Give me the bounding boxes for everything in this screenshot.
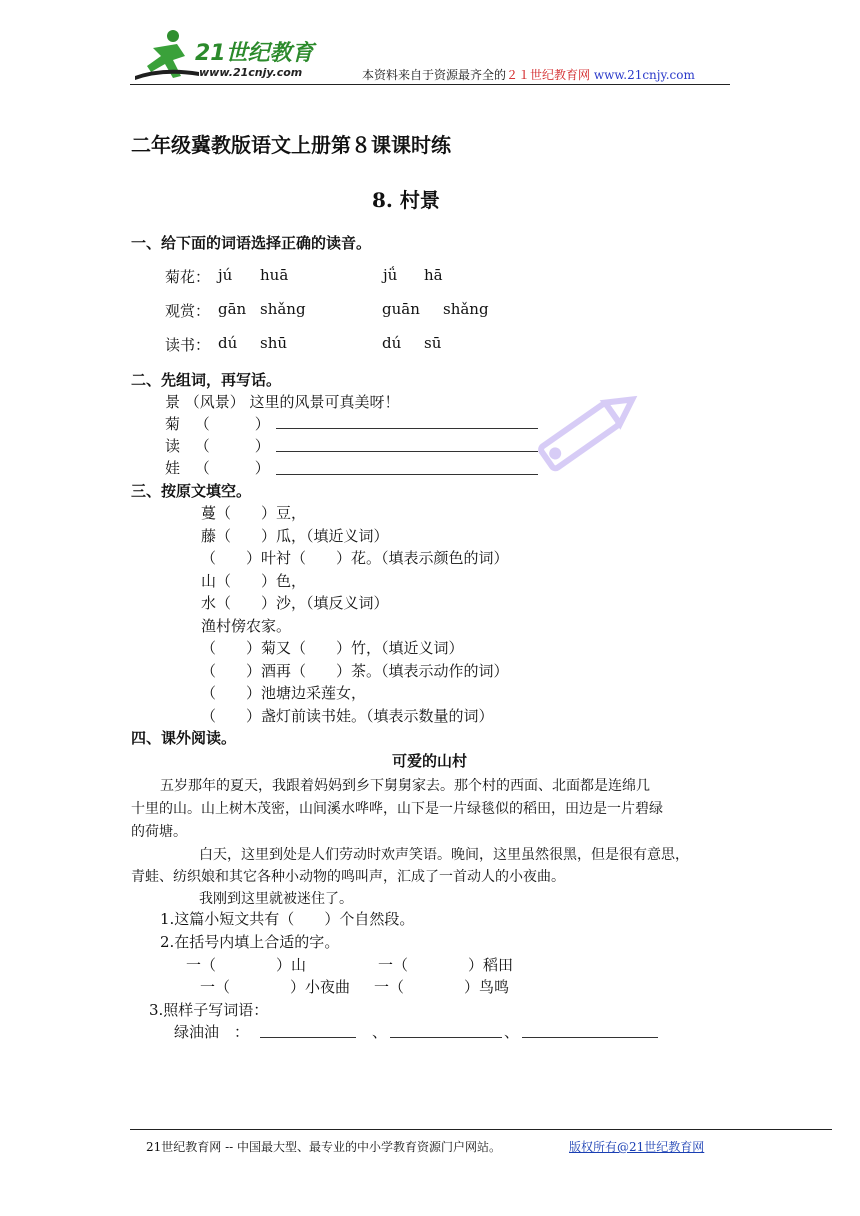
s1-opt[interactable]: huā (260, 266, 289, 284)
logo (133, 26, 333, 84)
s3-line: （ ）酒再（ ）茶。（填表示动作的词） (201, 662, 509, 680)
s3-line: （ ）菊又（ ）竹，（填近义词） (201, 639, 464, 657)
s1-row-3 (165, 334, 210, 355)
s2-paren[interactable]: （ ） (194, 437, 270, 455)
s2-char: 读 (165, 437, 181, 455)
q2-blank[interactable]: 一（ ）鸟鸣 (374, 978, 510, 996)
passage-line: 白天，这里到处是人们劳动时欢声笑语。晚间，这里虽然很黑，但是很有意思， (199, 847, 689, 863)
doc-title: 二年级冀教版语文上册第８课课时练 (131, 133, 451, 157)
s2-answer-line[interactable] (276, 474, 538, 475)
logo-url: www.21cnjy.com (199, 66, 303, 79)
footer-left: 21世纪教育网 -- 中国最大型、最专业的中小学教育资源门户网站。 (146, 1140, 502, 1154)
s2-char: 菊 (165, 415, 181, 433)
s2-item (165, 435, 270, 456)
s2-item (165, 457, 270, 478)
section4-heading: 四、课外阅读。 (131, 729, 237, 747)
s1-word: 读书： (165, 336, 211, 354)
section3-heading: 三、按原文填空。 (131, 482, 252, 500)
s3-line: 山（ ）色， (201, 572, 307, 590)
s3-line: （ ）叶衬（ ）花。（填表示颜色的词） (201, 549, 509, 567)
section1-heading: 一、给下面的词语选择正确的读音。 (131, 234, 372, 252)
q3-example: 绿油油 ： (174, 1023, 250, 1041)
s3-line: 蔓（ ）豆， (201, 504, 307, 522)
s1-opt[interactable]: sū (424, 334, 442, 352)
s1-opt[interactable]: dú (218, 334, 238, 352)
question-2: 2.在括号内填上合适的字。 (160, 933, 340, 951)
passage-line: 我刚到这里就被迷住了。 (199, 891, 353, 907)
s2-item (165, 413, 270, 434)
q3-sep: 、 (504, 1023, 520, 1041)
s1-opt[interactable]: hā (424, 266, 443, 284)
header-note-site[interactable]: ２１世纪教育网 (506, 68, 591, 82)
s2-answer-line[interactable] (276, 428, 538, 429)
s1-opt[interactable]: guān (382, 300, 420, 318)
header-note-prefix: 本资料来自于资源最齐全的 (362, 68, 507, 82)
s1-opt[interactable]: jǘ (383, 266, 398, 284)
s1-word: 菊花： (165, 268, 211, 286)
header-note (362, 66, 695, 83)
passage-line: 的荷塘。 (131, 824, 187, 840)
s1-opt[interactable]: shū (260, 334, 288, 352)
watermark-pencil-icon (520, 370, 650, 500)
section2-heading: 二、先组词，再写话。 (131, 371, 282, 389)
q2-blank[interactable]: 一（ ）稻田 (378, 956, 514, 974)
s1-row-2 (165, 300, 210, 321)
logo-text: 21世纪教育 (195, 41, 314, 66)
header-note-url[interactable]: www.21cnjy.com (593, 68, 695, 82)
s1-opt[interactable]: gān (218, 300, 247, 318)
passage-line: 青蛙、纺织娘和其它各种小动物的鸣叫声，汇成了一首动人的小夜曲。 (131, 869, 565, 885)
s1-opt[interactable]: shǎng (260, 300, 306, 318)
question-3: 3.照样子写词语： (149, 1001, 269, 1019)
q3-answer-line[interactable] (260, 1037, 356, 1038)
s1-opt[interactable]: jú (218, 266, 233, 284)
s3-line: （ ）盏灯前读书娃。（填表示数量的词） (201, 707, 494, 725)
q3-answer-line[interactable] (390, 1037, 502, 1038)
s2-paren[interactable]: （ ） (194, 459, 270, 477)
passage-line: 十里的山。山上树木茂密，山间溪水哗哗，山下是一片绿毯似的稻田，田边是一片碧绿 (131, 801, 663, 817)
q3-answer-line[interactable] (522, 1037, 658, 1038)
lesson-title: 8. 村景 (372, 188, 440, 212)
footer-rule (130, 1129, 832, 1130)
passage-line: 五岁那年的夏天，我跟着妈妈到乡下舅舅家去。那个村的西面、北面都是连绵几 (160, 778, 650, 794)
q2-blank[interactable]: 一（ ）山 (186, 956, 307, 974)
q3-sep: 、 (372, 1023, 388, 1041)
s1-word: 观赏： (165, 302, 211, 320)
s1-row-1 (165, 266, 210, 287)
s1-opt[interactable]: shǎng (443, 300, 489, 318)
s1-opt[interactable]: dú (382, 334, 402, 352)
section2-example: 景 （风景） 这里的风景可真美呀！ (165, 393, 400, 411)
s3-line: 藤（ ）瓜，（填近义词） (201, 527, 389, 545)
logo-runner-icon (133, 26, 203, 84)
q2-blank[interactable]: 一（ ）小夜曲 (200, 978, 351, 996)
s3-line: （ ）池塘边采莲女， (201, 684, 367, 702)
s2-answer-line[interactable] (276, 451, 538, 452)
header-rule (130, 84, 730, 85)
s3-line: 水（ ）沙，（填反义词） (201, 594, 389, 612)
s3-line: 渔村傍农家。 (201, 617, 292, 635)
passage-title: 可爱的山村 (392, 752, 468, 770)
s2-char: 娃 (165, 459, 181, 477)
s2-paren[interactable]: （ ） (194, 415, 270, 433)
question-1: 1.这篇小短文共有（ ）个自然段。 (160, 910, 415, 928)
footer-copyright-link[interactable]: 版权所有@21世纪教育网 (569, 1140, 705, 1154)
